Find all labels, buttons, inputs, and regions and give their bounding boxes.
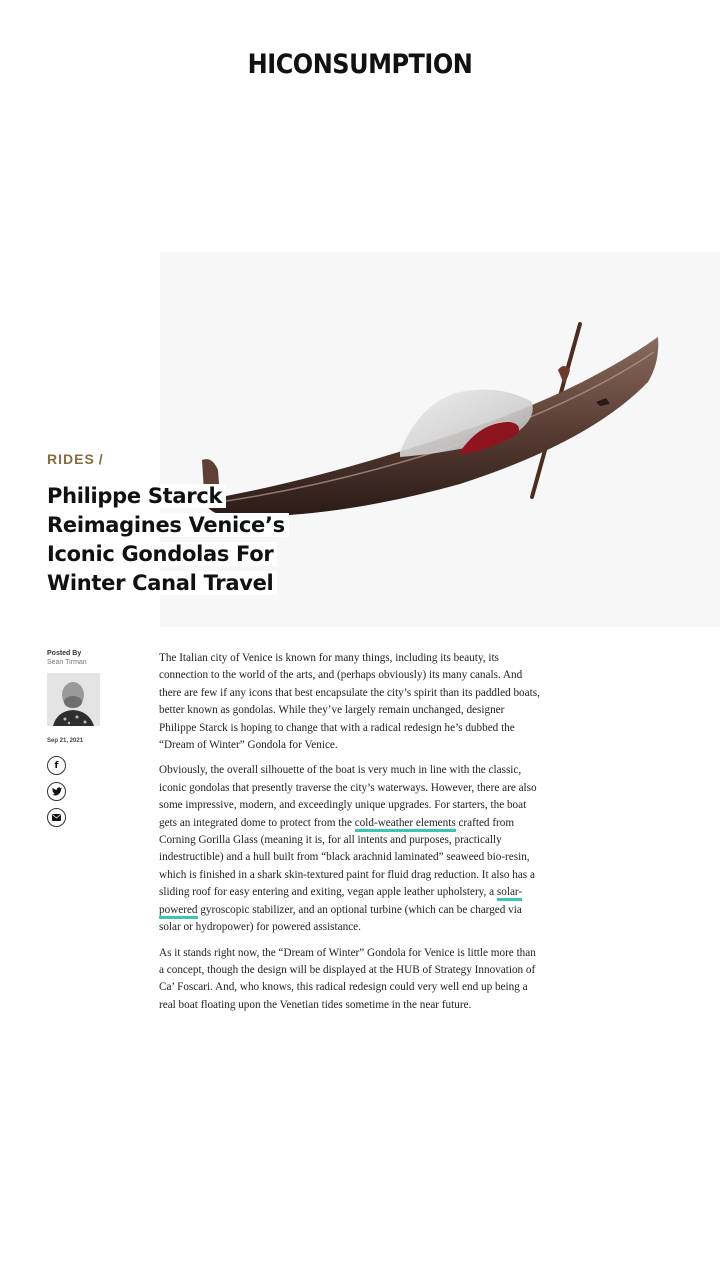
solar-powered-link[interactable]: solar-powered xyxy=(159,886,522,918)
paragraph-2-part-c: gyroscopic stabilizer, and an optional turbine (which can be charged via solar or hydropower) for powered assistance. xyxy=(159,903,522,934)
article-title xyxy=(47,482,347,598)
site-logo[interactable]: HICONSUMPTION xyxy=(247,48,473,80)
category-link[interactable] xyxy=(47,451,104,467)
cold-weather-elements-link[interactable]: cold-weather elements xyxy=(355,817,456,832)
category-label[interactable]: RIDES xyxy=(47,451,95,467)
paragraph-2-part-a: Obviously, the overall silhouette of the boat is very much in line with the classic, iconic gondolas that presently traverse the city’s waterways. However, there are also some impressive, modern, and exceedingly unique upgrades. For starters, the boat gets an integrated dome to protect from the xyxy=(159,764,537,829)
title-line-3: Iconic Gondolas For xyxy=(47,542,277,566)
share-buttons xyxy=(47,756,117,827)
email-icon xyxy=(52,814,61,821)
paragraph-2-part-b: crafted from Corning Gorilla Glass (meaning it is, for all intents and purposes, practically indestructible) and a hull built from “black arachnid laminated” seaweed bio-resin, which is finished in a shark skin-textured paint for fluid drag reduction. It also has a sliding roof for easy entering and exiting, vegan apple leather upholstery, a xyxy=(159,816,535,899)
category-separator: / xyxy=(98,451,104,467)
avatar[interactable] xyxy=(47,673,100,726)
author-sidebar xyxy=(47,650,117,834)
twitter-icon xyxy=(52,787,62,796)
facebook-share-button[interactable] xyxy=(47,756,66,775)
publish-date: Sep 21, 2021 xyxy=(47,738,84,744)
author-name[interactable]: Sean Tirman xyxy=(47,659,87,666)
paragraph-3: As it stands right now, the “Dream of Winter” Gondola for Venice is little more than a concept, though the design will be displayed at the HUB of Strategy Innovation of Ca’ Foscari. And, who knows, this radical redesign could very well end up being a real boat floating upon the Venetian tides sometime in the near future. xyxy=(159,946,536,1011)
title-line-2: Reimagines Venice’s xyxy=(47,513,289,537)
author-photo xyxy=(47,673,100,726)
email-share-button[interactable] xyxy=(47,808,66,827)
paragraph-1: The Italian city of Venice is known for many things, including its beauty, its connection to the world of the arts, and (perhaps obviously) its many canals. And there are few if any icons that best encapsulate the city’s spirit than its paddled boats, better known as gondolas. While they’ve largely remain unchanged, designer Philippe Starck is hoping to change that with a radical redesign he’s dubbed the “Dream of Winter” Gondola for Venice. xyxy=(159,652,540,752)
title-line-4: Winter Canal Travel xyxy=(47,571,277,595)
facebook-icon: f xyxy=(54,760,59,771)
posted-by-label: Posted By xyxy=(47,650,82,657)
article-body xyxy=(159,650,541,1022)
paragraph-2 xyxy=(159,762,541,936)
title-line-1: Philippe Starck xyxy=(47,484,226,508)
twitter-share-button[interactable] xyxy=(47,782,66,801)
